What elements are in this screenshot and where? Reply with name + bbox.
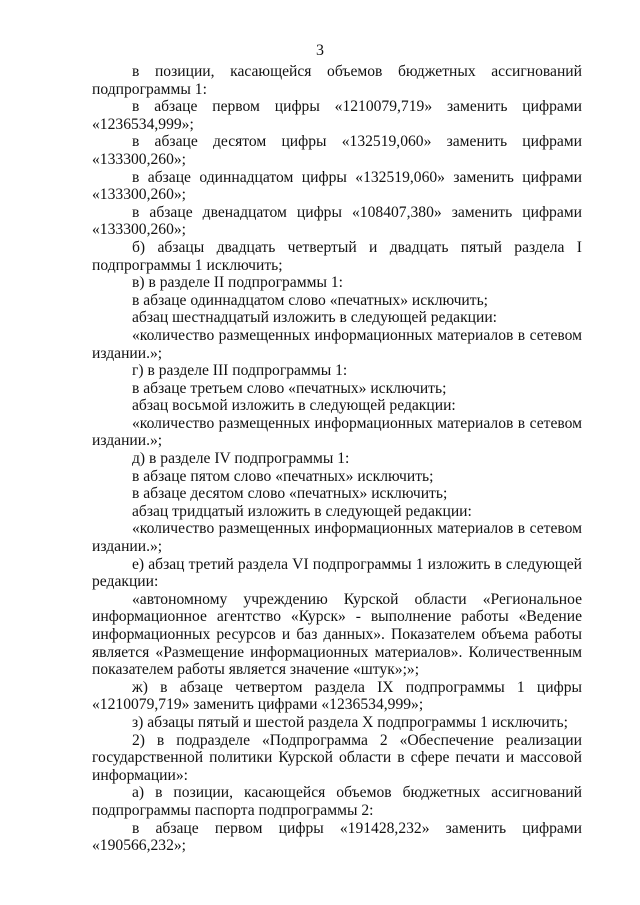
paragraph: е) абзац третий раздела VI подпрограммы 1 изложить в следующей редакции: (92, 555, 582, 591)
paragraph: в абзаце одиннадцатом слово «печатных» исключить; (132, 291, 489, 309)
paragraph: абзац тридцатый изложить в следующей редакции: (132, 502, 472, 520)
paragraph: абзац восьмой изложить в следующей редакции: (132, 397, 456, 415)
paragraph: в абзаце двенадцатом цифры «108407,380» заменить цифрами «133300,260»; (92, 203, 582, 239)
paragraph: в абзаце одиннадцатом цифры «132519,060» заменить цифрами «133300,260»; (92, 168, 582, 204)
paragraph: з) абзацы пятый и шестой раздела X подпрограммы 1 исключить; (132, 713, 568, 731)
paragraph: в абзаце десятом цифры «132519,060» заменить цифрами «133300,260»; (92, 133, 582, 168)
paragraph: в абзаце третьем слово «печатных» исключить; (132, 379, 447, 397)
paragraph: «автономному учреждению Курской области «Региональное информационное агентство «Курск» - выполнение работы «Ведение информационных ресурсов и баз данных». Показателем объема работы является «Размещение информационных материалов». Количественным показателем работы является значение «штук»;»; (92, 590, 582, 679)
document-body (92, 63, 582, 855)
paragraph: в позиции, касающейся объемов бюджетных ассигнований подпрограммы 1: (92, 63, 582, 98)
paragraph: в абзаце первом цифры «191428,232» заменить цифрами «190566,232»; (92, 819, 582, 855)
paragraph: в абзаце первом цифры «1210079,719» заменить цифрами «1236534,999»; (92, 98, 582, 133)
paragraph: в) в разделе II подпрограммы 1: (132, 274, 343, 292)
paragraph: д) в разделе IV подпрограммы 1: (132, 450, 350, 468)
paragraph: 2) в подразделе «Подпрограмма 2 «Обеспечение реализации государственной политики Курской области в сфере печати и массовой информации»: (92, 731, 582, 784)
paragraph: «количество размещенных информационных материалов в сетевом издании.»; (92, 326, 582, 362)
paragraph: «количество размещенных информационных материалов в сетевом издании.»; (92, 520, 582, 556)
paragraph: б) абзацы двадцать четвертый и двадцать пятый раздела I подпрограммы 1 исключить; (92, 238, 582, 274)
paragraph: в абзаце пятом слово «печатных» исключить; (132, 467, 434, 485)
paragraph: абзац шестнадцатый изложить в следующей редакции: (132, 309, 498, 327)
paragraph: г) в разделе III подпрограммы 1: (132, 362, 348, 380)
paragraph: в абзаце десятом слово «печатных» исключить; (132, 485, 448, 503)
paragraph: а) в позиции, касающейся объемов бюджетных ассигнований подпрограммы паспорта подпрограммы 2: (92, 784, 582, 819)
paragraph: ж) в абзаце четвертом раздела IX подпрограммы 1 цифры «1210079,719» заменить цифрами «1236534,999»; (92, 678, 582, 714)
paragraph: «количество размещенных информационных материалов в сетевом издании.»; (92, 414, 582, 450)
page-number: 3 (316, 42, 324, 59)
